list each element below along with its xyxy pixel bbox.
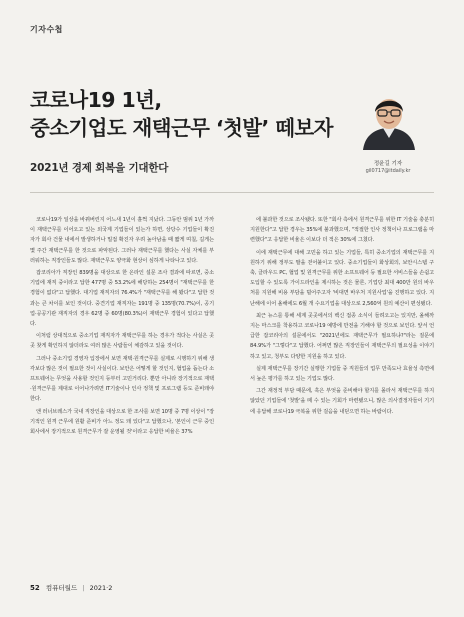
paragraph: 최근 뉴스를 통해 세계 곳곳에서의 백신 접종 소식이 들려오고는 있지만, 올해까지는 마스크를 착용하고 코로나19 예방에 만전을 기해야 할 것으로 보인다. 앞서 언급한 잡코리아의 설문에서도 "2021년에도 재택근무가 필요하냐?"라는 질문에 84.9%가 "그렇다"고 답했다. 어쩌면 많은 직장인들이 재택근무의 필요성을 이야기하고 있고, 청부도 다양한 지원을 하고 있다.	[250, 312, 434, 360]
paragraph: 에 불과한 것으로 조사됐다. 또한 "회사 측에서 원격근무를 위한 IT 기술을 충분히 지원한다"고 답한 경우는 35%에 불과했으며, "적절한 인사 정책이나 프로그램을 마련했다"고 응답한 비율은 이보다 더 적은 30%에 그쳤다.	[250, 217, 434, 244]
header-divider	[30, 192, 434, 193]
author-portrait-icon	[357, 90, 421, 150]
author-name: 정윤길 기자	[373, 161, 403, 167]
footer-separator: |	[82, 584, 85, 592]
section-label: 기자수첩	[30, 25, 63, 34]
right-column	[250, 215, 434, 419]
left-column	[30, 215, 214, 439]
paragraph: 코로나19가 일상을 바꿔버린지 어느새 1년이 흘쩍 지났다. 그동안 범위 1년 가까이 재택근무를 이어오고 있는 외국계 기업들이 있는가 하면, 상당수 기업들이 확진자가 회사 건물 내에서 발생하거나 밀접 확진자 우려 높아남을 때 짧게 며칠, 길게는 몇 주간 재택근무를 한 것으로 파악된다. 그러나 재택근무를 했다는 사실 자체를 부러워하는 직장인들도 많다. 재택근무도 양극화 현상이 심하게 나타나고 있다.	[30, 217, 214, 264]
title-line-1: 코로나19 1년,	[30, 88, 162, 112]
title-line-2: 중소기업도 재택근무 ‘첫발’ 떼보자	[30, 116, 333, 140]
issue-number: 2021·2	[89, 584, 113, 592]
magazine-name: 컴퓨터월드	[45, 584, 78, 592]
page-number: 52	[30, 584, 40, 592]
paragraph: 앤 러너브레스가 국내 직장인을 대상으로 한 조사를 보면 10명 중 7명 이상이 "장기적인 원격 근무에 원활 준비가 아느 정도 돼 있다"고 답했으나, '본인이 근무 중인 회사에서 장기적으로 원격근무가 잘 운영될 것'이라고 응답한 비율은 37%	[30, 408, 214, 436]
article-header	[30, 86, 340, 175]
article-title	[30, 86, 340, 142]
paragraph: 그러나 중소기업 경영자 입장에서 보면 재택·원격근무를 실제로 시행하기 위해 생각보다 많은 것이 필요한 것이 사실이다. 보안은 어떻게 할 것인지, 협업을 돕는다 소프트웨어는 무엇을 사용할 것인지 등부터 고민거리다. 뿐만 아니라 장기적으로 재택·원격근무를 제대로 이어나가려면 IT기술이나 인사 정책 및 프로그램 등도 준비돼야 한다.	[30, 355, 214, 403]
author-email[interactable]: gil0717@itdaily.kr	[365, 168, 411, 174]
page-footer	[30, 583, 112, 592]
paragraph: 이처럼 상대적으로 중소기업 재직자가 재택근무를 하는 경우가 적다는 사실은 곳곳 찾게 확인하지 않더라도 여러 많은 사람들이 체감하고 있을 것이다.	[30, 333, 214, 350]
article-subtitle: 2021년 경제 회복을 기대한다	[30, 162, 169, 174]
paragraph: 이에 재택근무에 대해 고민을 하고 있는 기업들, 특히 중소기업의 재택근무를 지원하기 위해 정부도 팔을 걷어붙이고 있다. 중소기업들이 화상회의, 보안시스템 구축, 클라우드 PC, 협업 및 원격근무를 위한 소프트웨어 등 필요한 서비스들을 손쉽고 도입할 수 있도록 가이드라인을 제시하는 것은 물론, 기업당 최대 400만 원의 바우처를 지원해 비용 부담을 덜어주고자 '비대면 바우처 지원사업'을 진행하고 있다. 지난해에 이어 올해에도 6월 개 수요기업을 대상으로 2,560억 원의 예산이 편성됐다.	[250, 249, 434, 307]
paragraph: 실제 재택근무를 장기간 실행한 기업들 중 직원들의 업무 만족도나 효율성 측면에서 높은 평가를 하고 있는 기업도 많다.	[250, 365, 434, 383]
paragraph: 그간 재정적 부담 때문에, 혹은 부엇을 준비해야 할지를 몰라서 재택근무를 하지 않았던 기업들에 '첫발'을 떼 수 있는 기회가 마련됐으니, 많은 의사결정자들이 기기에 응답해 코로나19 극복을 위한 걸음을 내딛으면 하는 바람이다.	[250, 388, 434, 415]
paragraph: 잡코리아가 직장인 839명을 대상으로 한 온라인 설문 조사 결과에 따르면, 중소기업에 재직 중이라고 답한 477명 중 53.2%에 해당하는 254명이 "재택근무를 한 경험이 없다"고 답했다. 대기업 재직자의 76.4%가 "재택근무를 해 봤다"고 답한 것과는 큰 차이를 보인 것이다. 중견기업 재직자는 191명 중 135명(70.7%)이, 공기업·공공기관 재직자의 경우 62명 중 60명(80.3%)이 재택근무 경험이 있다고 답했다.	[30, 270, 214, 328]
article-body	[30, 215, 434, 585]
author-photo	[357, 90, 421, 150]
